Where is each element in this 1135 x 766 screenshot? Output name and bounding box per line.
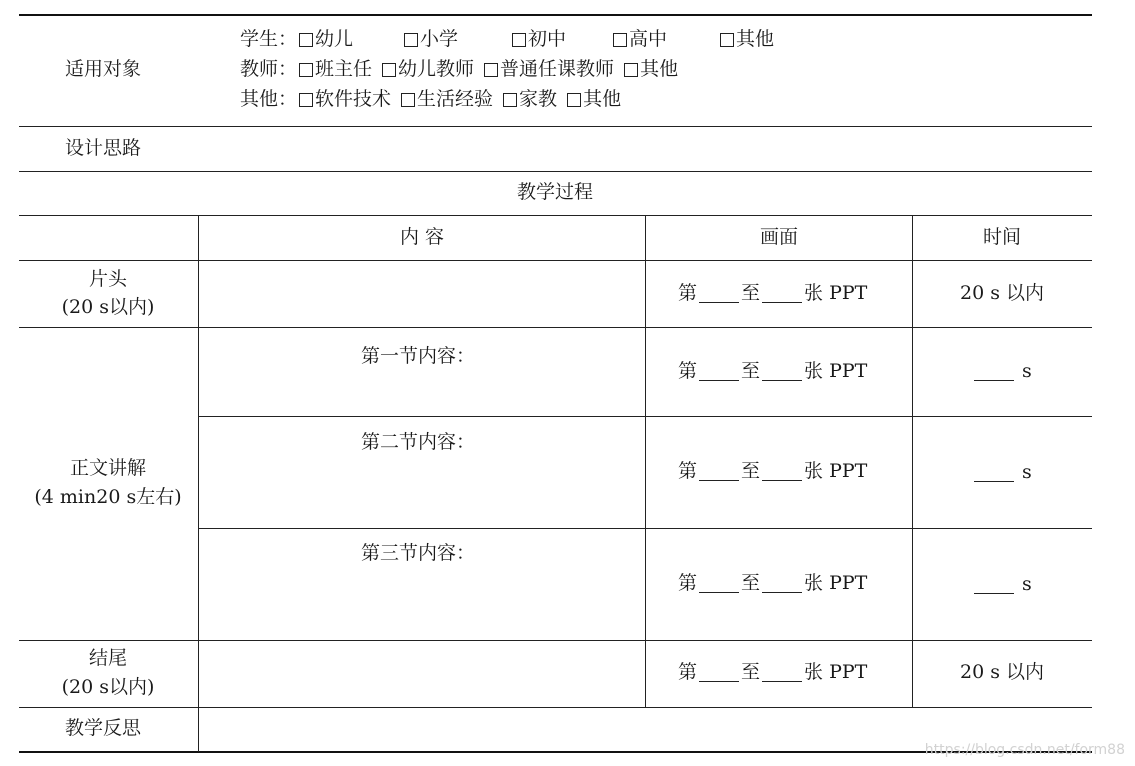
ending-name: 结尾 [88,647,128,669]
ppt-mid: 至 [741,572,761,594]
ppt-range-section-2 [678,462,867,481]
ppt-prefix: 第 [678,572,698,594]
checkbox[interactable] [624,63,638,77]
design-label: 设计思路 [65,137,142,159]
section-1-label: 第一节内容： [361,345,476,367]
header-screen: 画面 [759,226,799,248]
ppt-prefix: 第 [678,282,698,304]
option-label: 软件技术 [315,88,392,110]
option-label: 其他 [640,58,679,80]
intro-time: 20 s 以内 [959,282,1045,304]
table-top-rule [19,14,1092,16]
rule-after-intro [19,327,1092,328]
audience-other-row [240,90,621,109]
ppt-prefix: 第 [678,460,698,482]
option-label: 普通任课教师 [500,58,615,80]
ppt-range-section-3 [678,574,867,593]
section-2-label: 第二节内容： [361,431,476,453]
checkbox[interactable] [299,93,313,107]
blank-to[interactable] [762,464,802,481]
checkbox[interactable] [484,63,498,77]
checkbox[interactable] [613,33,627,47]
blank-to[interactable] [762,286,802,303]
other-prefix: 其他： [240,88,298,110]
checkbox[interactable] [503,93,517,107]
blank-seconds[interactable] [974,364,1014,381]
blank-from[interactable] [699,364,739,381]
blank-seconds[interactable] [974,577,1014,594]
rule-after-audience [19,126,1092,127]
ppt-prefix: 第 [678,360,698,382]
ppt-mid: 至 [741,460,761,482]
checkbox[interactable] [401,93,415,107]
checkbox[interactable] [299,63,313,77]
ppt-suffix: 张 PPT [804,460,868,482]
rule-after-process-title [19,215,1092,216]
section-3-label: 第三节内容： [361,542,476,564]
blank-to[interactable] [762,576,802,593]
teachers-prefix: 教师： [240,58,298,80]
option-label: 幼儿 [315,28,354,50]
reflection-label: 教学反思 [65,717,142,739]
audience-label: 适用对象 [65,58,142,80]
checkbox[interactable] [720,33,734,47]
col-rule-1 [198,215,199,752]
time-section-2 [974,463,1032,482]
rule-after-design [19,171,1092,172]
intro-limit: (20 s以内) [61,296,155,318]
ppt-range-ending [678,663,867,682]
option-label: 班主任 [315,58,373,80]
ppt-range-intro [678,284,867,303]
intro-name: 片头 [88,268,128,290]
option-label: 其他 [736,28,775,50]
option-label: 生活经验 [417,88,494,110]
seconds-unit: s [1022,461,1032,483]
rule-after-ending [19,707,1092,708]
blank-from[interactable] [699,286,739,303]
audience-students-row [240,30,774,49]
checkbox[interactable] [299,33,313,47]
checkbox[interactable] [567,93,581,107]
ppt-mid: 至 [741,661,761,683]
ppt-prefix: 第 [678,661,698,683]
option-label: 小学 [420,28,459,50]
blank-from[interactable] [699,576,739,593]
seconds-unit: s [1022,360,1032,382]
option-label: 初中 [528,28,567,50]
option-label: 幼儿教师 [398,58,475,80]
time-section-1 [974,362,1032,381]
ppt-range-section-1 [678,362,867,381]
ppt-suffix: 张 PPT [804,661,868,683]
time-section-3 [974,575,1032,594]
ppt-mid: 至 [741,282,761,304]
header-time: 时间 [982,226,1022,248]
option-label: 其他 [583,88,622,110]
students-prefix: 学生： [240,28,298,50]
ppt-suffix: 张 PPT [804,572,868,594]
ppt-suffix: 张 PPT [804,282,868,304]
watermark: https://blog.csdn.net/form88 [924,742,1125,758]
blank-to[interactable] [762,665,802,682]
col-rule-3 [912,215,913,708]
ending-time: 20 s 以内 [959,661,1045,683]
ppt-suffix: 张 PPT [804,360,868,382]
col-rule-2 [645,215,646,708]
body-limit: (4 min20 s左右) [34,486,182,508]
audience-teachers-row [240,60,678,79]
ppt-mid: 至 [741,360,761,382]
process-title: 教学过程 [516,181,594,203]
rule-after-headers [19,260,1092,261]
blank-seconds[interactable] [974,465,1014,482]
option-label: 高中 [629,28,668,50]
ending-limit: (20 s以内) [61,676,155,698]
blank-to[interactable] [762,364,802,381]
checkbox[interactable] [512,33,526,47]
blank-from[interactable] [699,464,739,481]
checkbox[interactable] [382,63,396,77]
header-content: 内 容 [399,226,445,248]
blank-from[interactable] [699,665,739,682]
body-name: 正文讲解 [69,457,147,479]
checkbox[interactable] [404,33,418,47]
rule-after-body [19,640,1092,641]
option-label: 家教 [519,88,558,110]
seconds-unit: s [1022,573,1032,595]
